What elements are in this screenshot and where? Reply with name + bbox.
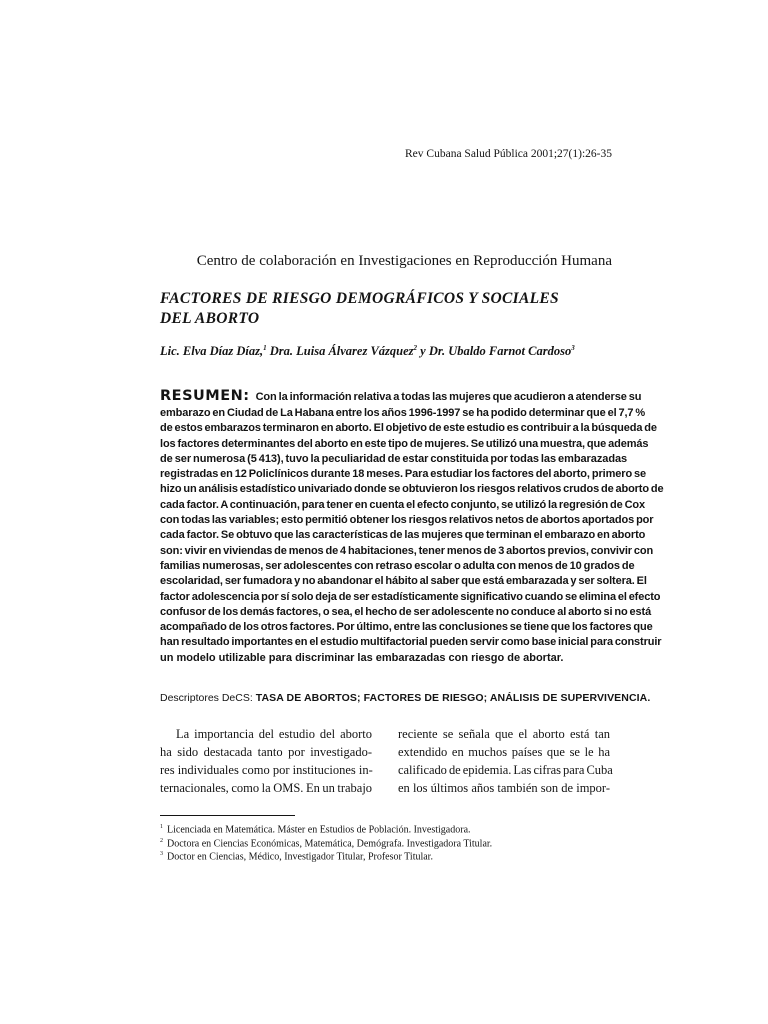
- footnote-divider: [160, 815, 295, 816]
- body-line: extendido en muchos países que se le ha: [398, 745, 610, 759]
- descriptors: [160, 692, 651, 704]
- abstract-line: cada factor. A continuación, para tener en cuenta el efecto conjunto, se utilizó la regresión de Cox: [160, 498, 646, 511]
- title-line-1: FACTORES DE RIESGO DEMOGRÁFICOS Y SOCIALES: [160, 290, 559, 307]
- descriptors-terms: TASA DE ABORTOS; FACTORES DE RIESGO; ANÁLISIS DE SUPERVIVENCIA.: [255, 692, 651, 704]
- body-line: reciente se señala que el aborto está tan: [398, 727, 610, 741]
- author-1: Lic. Elva Díaz Díaz,: [160, 344, 264, 359]
- abstract-line: hizo un análisis estadístico univariado donde se obtuvieron los riesgos relativos crudos de aborto de: [160, 483, 664, 496]
- descriptors-label: Descriptores DeCS:: [160, 692, 253, 704]
- abstract-line: [160, 388, 642, 406]
- author-2-footnote-mark: 2: [413, 344, 418, 352]
- body-line: La importancia del estudio del aborto: [176, 727, 372, 741]
- abstract-line: los factores determinantes del aborto en este tipo de mujeres. Se utilizó una muestra, que además: [160, 437, 649, 450]
- footnote-mark: 1: [160, 824, 163, 830]
- footnote-text: Licenciada en Matemática. Máster en Estudios de Población. Investigadora.: [167, 824, 471, 836]
- body-line: en los últimos años también son de impor-: [398, 781, 610, 795]
- institution-line: Centro de colaboración en Investigaciones en Reproducción Humana: [196, 253, 612, 269]
- abstract-line: acompañado de los otros factores. Por último, entre las conclusiones se tiene que los factores que: [160, 621, 653, 634]
- abstract-line: cada factor. Se obtuvo que las características de las mujeres que terminan el embarazo en aborto: [160, 529, 646, 542]
- body-line: res individuales como por instituciones in-: [160, 763, 373, 777]
- abstract-line: factor adolescencia por sí solo deja de ser estadísticamente significativo cuando se elimina el efecto: [160, 590, 661, 603]
- abstract-line: registradas en 12 Policlínicos durante 18 meses. Para estudiar los factores del aborto, primero se: [160, 468, 647, 481]
- body-line: ternacionales, como la OMS. En un trabajo: [160, 781, 372, 795]
- abstract-line: un modelo utilizable para discriminar las embarazadas con riesgo de abortar.: [160, 651, 564, 664]
- article-title: [160, 289, 620, 329]
- footnote-mark: 3: [160, 851, 163, 857]
- abstract-label: RESUMEN:: [160, 388, 250, 404]
- abstract-line: embarazo en Ciudad de La Habana entre los años 1996-1997 se ha podido determinar que el 7,7 %: [160, 407, 646, 419]
- author-2: Dra. Luisa Álvarez Vázquez: [266, 344, 414, 359]
- author-list: [160, 344, 612, 359]
- abstract-line-text: Con la información relativa a todas las mujeres que acudieron a atenderse su: [255, 391, 642, 403]
- body-column-right: [398, 725, 613, 797]
- footnote-2: [160, 838, 492, 849]
- abstract-line: familias numerosas, ser adolescentes con retraso escolar o adulta con menos de 10 grados de: [160, 559, 635, 572]
- abstract-line: han resultado importantes en el estudio multifactorial pueden servir como base inicial para construir: [160, 636, 662, 649]
- abstract-line: confusor de los demás factores, o sea, el hecho de ser adolescente no conduce al aborto si no está: [160, 605, 652, 618]
- footnote-text: Doctora en Ciencias Económicas, Matemática, Demógrafa. Investigadora Titular.: [167, 838, 493, 850]
- body-column-left: [160, 725, 372, 797]
- abstract-line: escolaridad, ser fumadora y no abandonar el hábito al saber que está embarazada y ser soltera. El: [160, 575, 647, 588]
- footnote-3: [160, 851, 433, 862]
- abstract-line: de estos embarazos terminaron en aborto. El objetivo de este estudio es contribuir a la búsqueda de: [160, 422, 657, 435]
- title-line-2: DEL ABORTO: [160, 310, 260, 327]
- abstract-line: son: vivir en viviendas de menos de 4 habitaciones, tener menos de 3 abortos previos, convivir con: [160, 544, 654, 557]
- body-line: ha sido destacada tanto por investigado-: [160, 745, 372, 759]
- abstract: [160, 388, 664, 666]
- footnote-text: Doctor en Ciencias, Médico, Investigador Titular, Profesor Titular.: [167, 851, 433, 863]
- abstract-line: de ser numerosa (5 413), tuvo la peculiaridad de estar constituida por todas las embarazadas: [160, 452, 628, 465]
- author-3: y Dr. Ubaldo Farnot Cardoso: [417, 344, 572, 359]
- author-3-footnote-mark: 3: [571, 344, 575, 352]
- footnote-mark: 2: [160, 838, 163, 844]
- author-1-footnote-mark: 1: [263, 344, 267, 352]
- journal-citation: Rev Cubana Salud Pública 2001;27(1):26-35: [405, 148, 612, 160]
- body-line: calificado de epidemia. Las cifras para Cuba: [398, 763, 613, 777]
- footnote-1: [160, 824, 471, 835]
- abstract-line: con todas las variables; esto permitió obtener los riesgos relativos netos de abortos aportados por: [160, 514, 654, 527]
